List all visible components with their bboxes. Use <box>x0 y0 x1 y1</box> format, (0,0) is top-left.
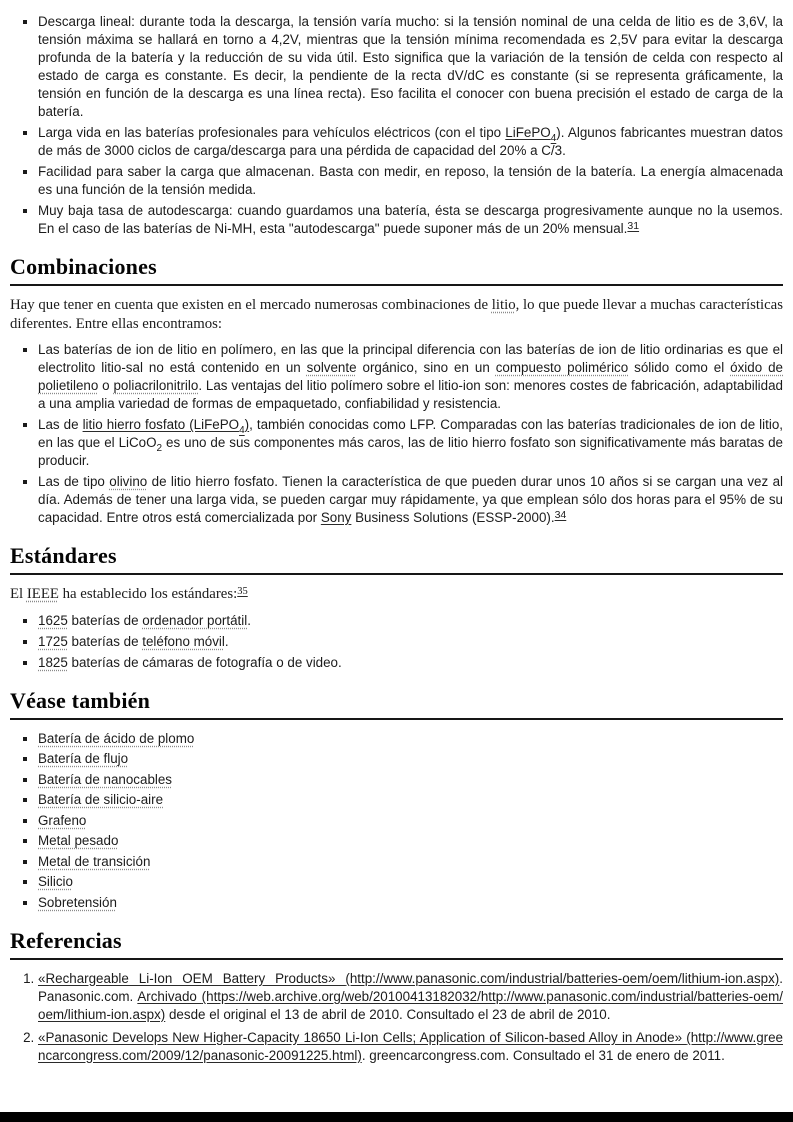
link[interactable]: óxido de polietileno <box>38 360 783 393</box>
list-item <box>38 202 783 238</box>
text-segment: Hay que tener en cuenta que existen en el mercado numerosas combinaciones de <box>10 297 492 313</box>
list-item <box>38 473 783 527</box>
list-item <box>38 341 783 413</box>
section-heading-estandares: Estándares <box>10 543 783 575</box>
link[interactable]: solvente <box>306 360 357 375</box>
link[interactable]: 1825 <box>38 654 68 670</box>
text-segment: o <box>98 378 114 393</box>
link[interactable]: 1625 <box>38 612 68 628</box>
list-item <box>38 873 783 891</box>
link[interactable]: 4 <box>239 424 245 436</box>
list-item <box>38 654 783 672</box>
link[interactable]: ordenador portátil <box>142 612 248 628</box>
link[interactable]: compuesto polimérico <box>495 360 629 375</box>
section-heading-combinaciones: Combinaciones <box>10 254 783 286</box>
text-segment: 2 <box>156 442 163 454</box>
link[interactable]: Sony <box>320 510 352 525</box>
link[interactable]: Sobretensión <box>38 894 117 910</box>
link[interactable]: Silicio <box>38 874 73 889</box>
section-heading-vease-tambien: Véase también <box>10 688 783 720</box>
page-bottom-bar <box>0 1112 793 1122</box>
combinaciones-list <box>10 341 783 527</box>
link[interactable]: 4 <box>550 132 557 144</box>
list-item <box>38 730 783 748</box>
text-segment: Muy baja tasa de autodescarga: cuando guardamos una batería, ésta se descarga progresivamente aunque no la usemos. En el caso de las baterías de Ni-MH, esta "autodescarga" puede suponer más de un 20% mensual. <box>38 203 783 236</box>
list-item <box>38 853 783 871</box>
link[interactable]: 1725 <box>38 633 68 649</box>
advantages-list <box>10 13 783 238</box>
link[interactable]: (http://www.greencarcongress.com/2009/12/panasonic-20091225.html) <box>38 1029 783 1063</box>
list-item <box>38 791 783 809</box>
text-segment: es uno de sus componentes más caros, las de litio hierro fosfato son significativamente más baratas de producir. <box>38 435 783 468</box>
combinaciones-intro <box>10 296 783 333</box>
text-segment: Facilidad para saber la carga que almacenan. Basta con medir, en reposo, la tensión de la batería. La energía almacenada es una función de la tensión medida. <box>38 164 783 197</box>
list-item <box>38 163 783 199</box>
text-segment: El <box>10 586 27 602</box>
text-segment: Las baterías de ion de litio en polímero, en las que la principal diferencia con las baterías de ion de litio ordinarias es que el electrolito litio-sal no está contenido en un <box>38 342 783 375</box>
see-also-list <box>10 730 783 912</box>
reference-item <box>38 970 783 1024</box>
link[interactable]: «Rechargeable Li-Ion OEM Battery Products» <box>38 970 346 986</box>
text-segment: desde el original el 13 de abril de 2010. Consultado el 23 de abril de 2010. <box>165 1006 611 1022</box>
link[interactable]: Batería de silicio-aire <box>38 792 164 807</box>
estandares-intro <box>10 585 783 604</box>
link[interactable]: litio hierro fosfato (LiFePO <box>82 417 240 432</box>
references-list <box>10 970 783 1065</box>
link[interactable]: 31 <box>627 219 640 232</box>
text-segment: Las de tipo <box>38 474 110 489</box>
list-item <box>38 416 783 470</box>
estandares-list <box>10 612 783 672</box>
text-segment: de litio hierro fosfato. Tienen la característica de que pueden durar unos 10 años si se cargan una vez al día. Además de tener una larga vida, se pueden cargar muy rápidamente, ya que emplean sólo dos horas para el 95% de su capacidad. Entre otros está comercializada por <box>38 474 783 525</box>
link[interactable]: Archivado <box>137 988 202 1004</box>
list-item <box>38 771 783 789</box>
link[interactable]: (https://web.archive.org/web/20100413182032/http://www.panasonic.com/industrial/batteries-oem/oem/lithium-ion.aspx) <box>38 988 783 1022</box>
text-segment: orgánico, sino en un <box>356 360 496 375</box>
section-heading-referencias: Referencias <box>10 928 783 960</box>
list-item <box>38 832 783 850</box>
text-segment: baterías de <box>67 633 143 649</box>
link[interactable]: (http://www.panasonic.com/industrial/batteries-oem/oem/lithium-ion.aspx) <box>345 970 780 986</box>
text-segment: . <box>224 633 229 649</box>
link[interactable]: ) <box>244 417 250 432</box>
text-segment: . <box>247 612 251 628</box>
text-segment: , también conocidas como LFP. Comparadas con las baterías tradicionales de ion de litio, en las que el LiCoO <box>38 417 783 450</box>
link[interactable]: 35 <box>237 585 248 597</box>
list-item <box>38 612 783 630</box>
text-segment: sólido como el <box>628 360 731 375</box>
text-segment: ha establecido los estándares: <box>58 586 238 602</box>
list-item <box>38 13 783 121</box>
text-segment: Business Solutions (ESSP-2000). <box>351 510 555 525</box>
list-item <box>38 812 783 830</box>
text-segment: Descarga lineal: durante toda la descarga, la tensión varía mucho: si la tensión nominal de una celda de litio es de 3,6V, la tensión máxima se hallará en torno a 4,2V, mientras que la tensión mínima recomendada es 2,5V para evitar la descarga profunda de la batería y la reducción de su vida útil. Esto significa que la variación de la tensión de celda con respecto al estado de carga es constante. Es decir, la pendiente de la recta dV/dC es constante (si se representa gráficamente, la tensión en función de la descarga es una línea recta). Eso facilita el conocer con buena precisión el estado de carga de la batería. <box>38 14 783 119</box>
list-item <box>38 633 783 651</box>
text-segment: baterías de cámaras de fotografía o de video. <box>67 654 342 670</box>
text-segment: Larga vida en las baterías profesionales para vehículos eléctricos (con el tipo <box>38 125 506 140</box>
text-segment: Las de <box>38 417 83 432</box>
link[interactable]: Batería de flujo <box>38 751 129 766</box>
text-segment: ). Algunos fabricantes muestran datos de más de 3000 ciclos de carga/descarga para una pérdida de capacidad del 20% a C/3. <box>38 125 783 158</box>
text-segment: . Panasonic.com. <box>38 970 783 1004</box>
text-segment: . greencarcongress.com. Consultado el 31 de enero de 2011. <box>361 1047 725 1063</box>
link[interactable]: Batería de ácido de plomo <box>38 730 195 746</box>
link[interactable]: Grafeno <box>38 812 87 828</box>
link[interactable]: olivino <box>109 474 148 489</box>
list-item <box>38 750 783 768</box>
link[interactable]: Metal de transición <box>38 853 151 869</box>
link[interactable]: teléfono móvil <box>142 633 225 649</box>
link[interactable]: IEEE <box>26 586 59 602</box>
text-segment: baterías de <box>67 612 143 628</box>
text-segment: . Las ventajas del litio polímero sobre el litio-ion son: menores costes de fabricación, adaptabilidad a una amplia variedad de formas de empaquetado, confiabilidad y resistencia. <box>38 378 783 411</box>
link[interactable]: LiFePO <box>505 125 551 140</box>
link[interactable]: Metal pesado <box>38 833 119 848</box>
list-item <box>38 894 783 912</box>
reference-item <box>38 1029 783 1065</box>
link[interactable]: litio <box>491 297 516 313</box>
list-item <box>38 124 783 160</box>
link[interactable]: «Panasonic Develops New Higher-Capacity 18650 Li-Ion Cells; Application of Silicon-based Alloy in Anode» <box>38 1029 687 1045</box>
link[interactable]: poliacrilonitrilo <box>113 378 199 393</box>
link[interactable]: Batería de nanocables <box>38 771 173 787</box>
link[interactable]: 34 <box>554 508 567 521</box>
text-segment: , lo que puede llevar a muchas características diferentes. Entre ellas encontramos: <box>10 297 783 332</box>
